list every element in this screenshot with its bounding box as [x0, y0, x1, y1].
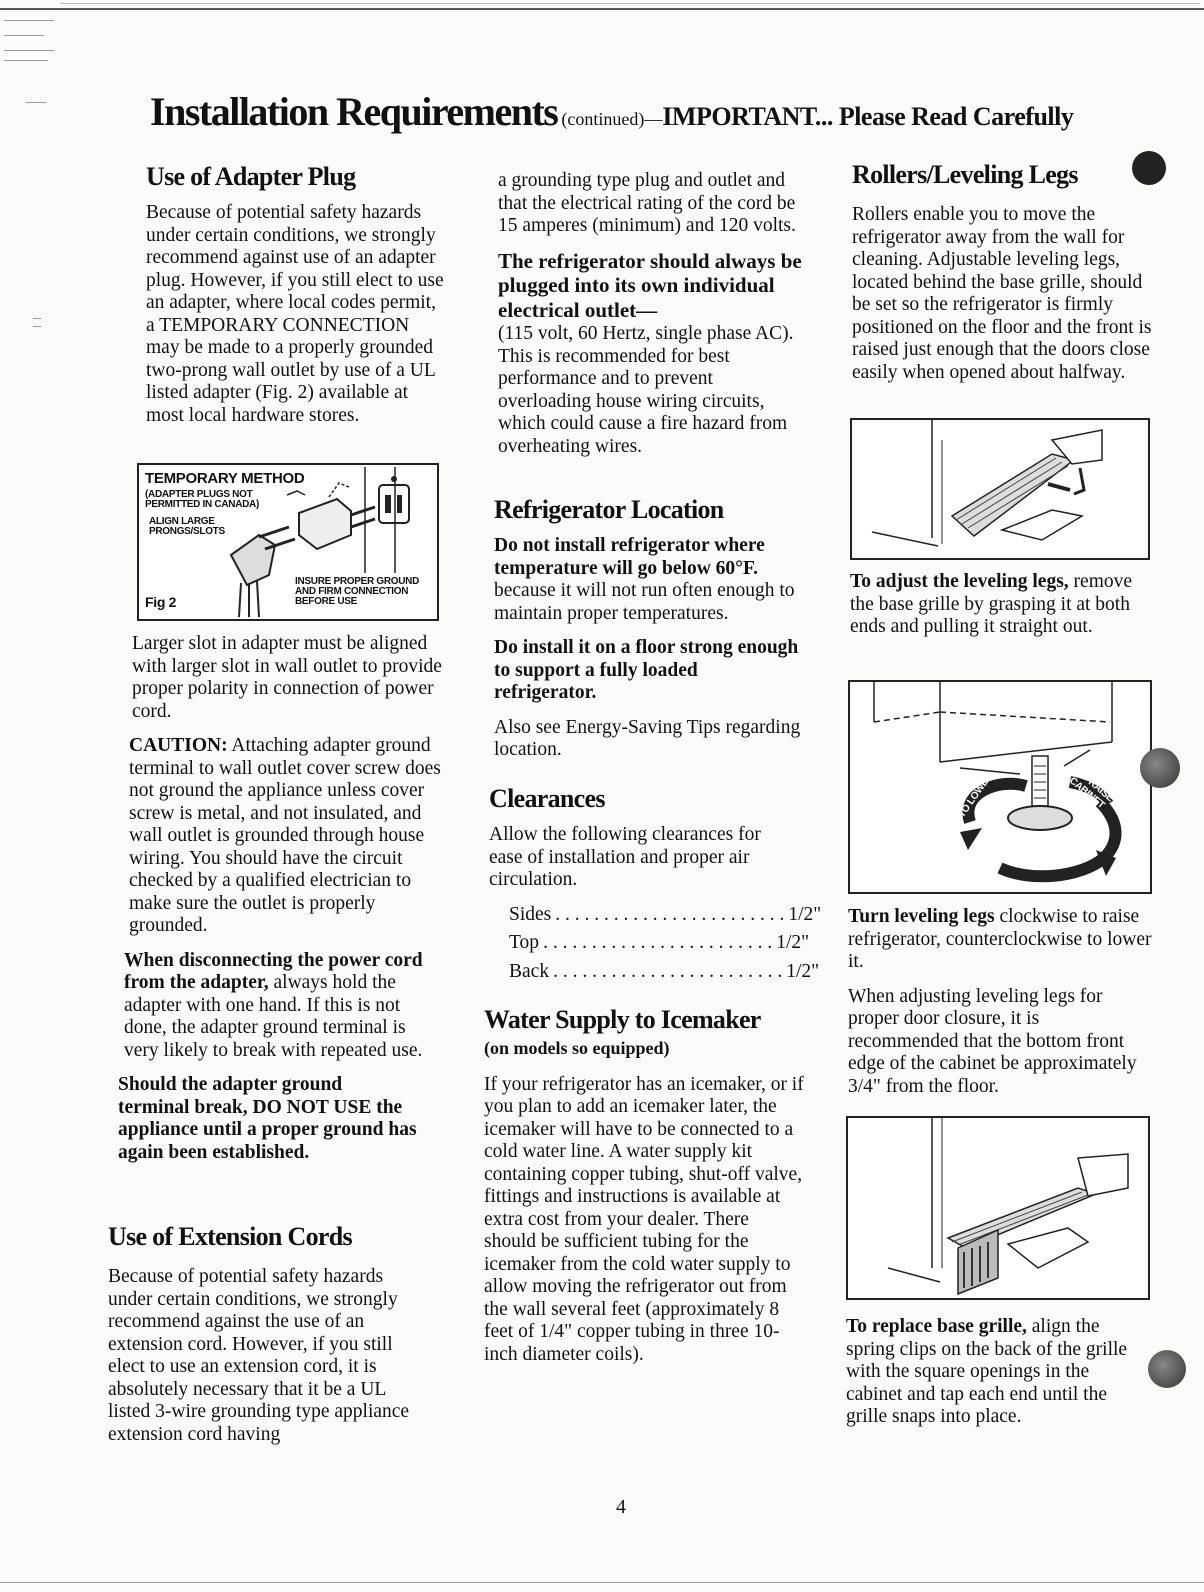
margin-mark — [4, 35, 44, 36]
grille-removal-illustration — [852, 420, 1148, 558]
disconnect-bold: When disconnecting the power cord from the adapter, — [124, 949, 423, 993]
bottom-rule — [0, 1582, 1204, 1583]
title-continued: (continued) — [561, 109, 645, 129]
adapter-heading: Use of Adapter Plug — [146, 162, 356, 191]
fig2-label: Fig 2 — [145, 594, 177, 610]
adapter-plug-illustration — [139, 465, 437, 619]
rollers-heading: Rollers/Leveling Legs — [852, 160, 1078, 189]
title-main: Installation Requirements — [150, 89, 558, 134]
adapter-notes — [118, 633, 442, 1176]
location-section — [494, 495, 804, 774]
clearances-section — [489, 784, 822, 989]
leader-dots: . . . . . . . . . . . . . . . . . . . . . . . . — [553, 960, 783, 982]
to-raise-label: TO RAISE CABINET — [1066, 766, 1116, 812]
turn-bold: Turn leveling legs — [848, 906, 995, 927]
margin-mark — [33, 326, 41, 327]
ground-break-warning: Should the adapter ground terminal break, DO NOT USE the appliance until a proper ground has again been established. — [118, 1074, 417, 1163]
floor-bold: Do install it on a floor strong enough to support a fully loaded refrigerator. — [494, 637, 799, 703]
clearance-value: 1/2" — [786, 960, 820, 982]
page-number: 4 — [616, 1496, 626, 1518]
margin-mark — [4, 60, 48, 61]
grille-removal-figure — [850, 418, 1150, 560]
clearance-value: 1/2" — [776, 932, 810, 953]
to-lower-label: TO LOWER — [956, 771, 995, 820]
margin-mark — [26, 102, 46, 103]
turn-text: clockwise to raise refrigerator, counterclockwise to lower it. — [848, 906, 1152, 972]
adjust-text: remove the base grille by grasping it at both ends and pulling it straight out. — [850, 571, 1133, 637]
disconnect-text: always hold the adapter with one hand. If this is not done, the adapter ground terminal is very likely to break with repeated use. — [124, 972, 423, 1061]
extension-cont: a grounding type plug and outlet and that the electrical rating of the cord be 15 amperes (minimum) and 120 volts. — [498, 170, 796, 236]
grille-replace-figure — [846, 1116, 1150, 1300]
replace-bold: To replace base grille, — [846, 1316, 1027, 1337]
water-text: If your refrigerator has an icemaker, or if you plan to add an icemaker later, the icemaker will have to be connected to a cold water line. A water supply kit containing copper tubing, shut-off valve, fittings and instructions is available at extra cost from your dealer. There should be sufficient tubing for the icemaker from the cold water supply to allow moving the refrigerator out from the wall several feet (approximately 8 feet of 1/4" copper tubing in three 10-inch diameter coils). — [484, 1073, 804, 1365]
replace-instructions — [846, 1316, 1146, 1441]
leader-dots: . . . . . . . . . . . . . . . . . . . . . . . . — [555, 903, 785, 925]
extension-heading: Use of Extension Cords — [108, 1222, 352, 1251]
location-heading: Refrigerator Location — [494, 495, 724, 524]
section-bullet-icon — [1148, 1350, 1186, 1388]
margin-mark — [33, 318, 41, 319]
rollers-section — [852, 160, 1152, 396]
grille-replace-illustration — [848, 1118, 1148, 1298]
fig2-not-canada: (ADAPTER PLUGS NOT PERMITTED IN CANADA) — [145, 489, 259, 510]
water-subheading: (on models so equipped) — [484, 1038, 670, 1058]
clearance-row — [509, 932, 810, 955]
clearances-intro: Allow the following clearances for ease of installation and proper air circulation. — [489, 824, 761, 890]
section-bullet-icon — [1140, 748, 1180, 788]
title-important: IMPORTANT... Please Read Carefully — [662, 102, 1074, 131]
turn-instructions — [848, 906, 1154, 1110]
clearance-label: Top — [509, 932, 540, 953]
fig2-insure: INSURE PROPER GROUND AND FIRM CONNECTION BEFORE USE — [295, 576, 420, 607]
margin-mark — [4, 50, 54, 51]
own-outlet-text: (115 volt, 60 Hertz, single phase AC). This is recommended for best performance and to prevent overloading house wiring circuits, which could cause a fire hazard from overheating wires. — [498, 323, 794, 457]
adjust-bold: To adjust the leveling legs, — [850, 571, 1069, 592]
temp-bold: Do not install refrigerator where temperature will go below 60°F. — [494, 535, 765, 579]
caution-label: CAUTION: — [129, 735, 228, 756]
water-heading: Water Supply to Icemaker — [484, 1005, 761, 1034]
top-rule — [0, 8, 1204, 10]
fig2-adapter-diagram — [137, 463, 439, 621]
clearance-label: Back — [509, 960, 550, 982]
page-title — [150, 88, 1180, 138]
leader-dots: . . . . . . . . . . . . . . . . . . . . . . . . — [543, 932, 773, 953]
slot-note: Larger slot in adapter must be aligned with larger slot in wall outlet to provide proper polarity in connection of power cord. — [132, 633, 442, 722]
middle-column — [498, 170, 808, 470]
clearance-row — [509, 960, 820, 984]
adapter-intro: Because of potential safety hazards under certain conditions, we strongly recommend against use of an adapter plug. However, if you still elect to use an adapter, where local codes permit, a TEMPORARY CONNECTION may be made to a properly grounded two-prong wall outlet by use of a UL listed adapter (Fig. 2) available at most local hardware stores. — [146, 202, 444, 426]
leveling-leg-figure — [848, 680, 1152, 894]
fig2-align: ALIGN LARGE PRONGS/SLOTS — [149, 516, 225, 537]
margin-mark — [4, 20, 54, 21]
adjusting-text: When adjusting leveling legs for proper door closure, it is recommended that the bottom front edge of the cabinet be approximately 3/4" from the floor. — [848, 985, 1137, 1097]
fig2-title: TEMPORARY METHOD — [145, 470, 305, 487]
extension-text: Because of potential safety hazards under certain conditions, we strongly recommend against the use of an extension cord. However, if you still elect to use an extension cord, it is absolutely necessary that it be a UL listed 3-wire grounding type appliance extension cord having — [108, 1266, 410, 1445]
own-outlet-bold: The refrigerator should always be plugged into its own individual electrical outlet— — [498, 248, 802, 322]
top-edge-line — [60, 3, 1200, 4]
water-section — [484, 1005, 804, 1378]
title-dash: — — [644, 109, 663, 129]
clearances-heading: Clearances — [489, 784, 605, 813]
caution-text: Attaching adapter ground terminal to wall outlet cover screw does not ground the appliance unless cover screw is metal, and not insulated, and wall outlet is grounded through house wiring. You should have the circuit checked by a qualified electrician to make sure the outlet is properly grounded. — [129, 735, 441, 936]
temp-text: because it will not run often enough to maintain proper temperatures. — [494, 580, 795, 624]
rollers-text: Rollers enable you to move the refrigerator away from the wall for cleaning. Adjustable leveling legs, located behind the base grille, should be set so the refrigerator is firmly positioned on the floor and the front is raised just enough that the doors close easily when opened about halfway. — [852, 204, 1152, 383]
clearance-label: Sides — [509, 903, 552, 925]
replace-text: align the spring clips on the back of the grille with the square openings in the cabinet and tap each end until the grille snaps into place. — [846, 1316, 1128, 1427]
clearance-row — [509, 903, 822, 927]
clearance-value: 1/2" — [788, 903, 822, 925]
extension-section — [108, 1222, 428, 1458]
location-also: Also see Energy-Saving Tips regarding location. — [494, 716, 801, 760]
adjust-instructions — [850, 571, 1150, 651]
adapter-section — [146, 162, 446, 439]
